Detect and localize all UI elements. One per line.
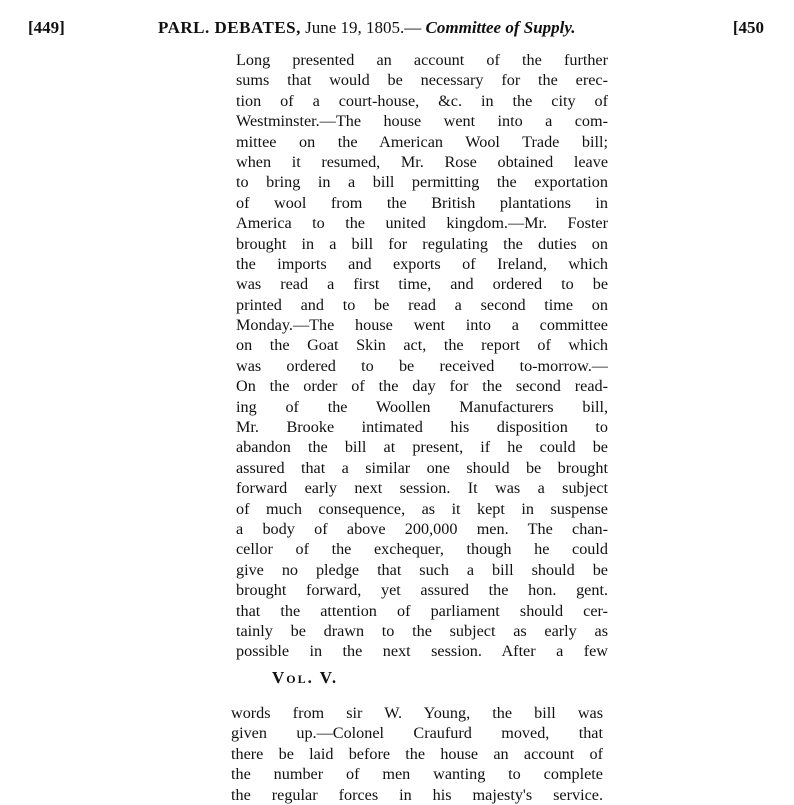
text-line: ing of the Woollen Manufacturers bill, xyxy=(236,397,608,416)
text-line: that the attention of parliament should cer- xyxy=(236,601,608,620)
text-line: brought forward, yet assured the hon. gent. xyxy=(236,581,608,600)
continued-column xyxy=(231,703,603,805)
page-number-right: [450 xyxy=(732,18,764,37)
text-line: printed and to be read a second time on xyxy=(236,295,608,314)
right-margin xyxy=(604,45,794,745)
volume-signature: Vol. V. xyxy=(272,668,339,687)
page-number-left: [449] xyxy=(28,18,65,37)
text-line: tainly be drawn to the subject as early as xyxy=(236,621,608,640)
text-line: tion of a court-house, &c. in the city of xyxy=(236,91,608,110)
text-line: sums that would be necessary for the erec- xyxy=(236,71,608,90)
text-line: possible in the next session. After a few xyxy=(236,642,608,661)
running-head-section: Committee of Supply. xyxy=(425,18,576,37)
text-line: the number of men wanting to complete xyxy=(231,765,603,784)
running-head-title: PARL. DEBATES, xyxy=(158,18,301,37)
text-line: assured that a similar one should be brought xyxy=(236,458,608,477)
text-line: there be laid before the house an account of xyxy=(231,744,603,763)
text-line: was read a first time, and ordered to be xyxy=(236,275,608,294)
text-line: of wool from the British plantations in xyxy=(236,193,608,212)
text-line: Mr. Brooke intimated his disposition to xyxy=(236,418,608,437)
text-line: was ordered to be received to-morrow.— xyxy=(236,356,608,375)
running-head xyxy=(158,18,576,38)
text-line: mittee on the American Wool Trade bill; xyxy=(236,132,608,151)
text-line: Long presented an account of the further xyxy=(236,51,608,69)
text-line: the imports and exports of Ireland, which xyxy=(236,254,608,273)
text-line: forward early next session. It was a subject xyxy=(236,479,608,498)
text-line: On the order of the day for the second read- xyxy=(236,377,608,396)
text-line: on the Goat Skin act, the report of which xyxy=(236,336,608,355)
text-line: Monday.—The house went into a committee xyxy=(236,316,608,335)
text-line: abandon the bill at present, if he could be xyxy=(236,438,608,457)
text-line: Westminster.—The house went into a com- xyxy=(236,112,608,131)
text-line: America to the united kingdom.—Mr. Foster xyxy=(236,214,608,233)
text-line: of much consequence, as it kept in suspense xyxy=(236,499,608,518)
text-line: words from sir W. Young, the bill was xyxy=(231,704,603,722)
text-line: the regular forces in his majesty's service. xyxy=(231,785,603,804)
text-line: cellor of the exchequer, though he could xyxy=(236,540,608,559)
page-header xyxy=(0,14,794,44)
running-head-date: June 19, 1805.— xyxy=(305,18,422,37)
left-margin xyxy=(0,45,236,745)
text-line: when it resumed, Mr. Rose obtained leave xyxy=(236,152,608,171)
text-line: a body of above 200,000 men. The chan- xyxy=(236,519,608,538)
text-line: to bring in a bill permitting the exportation xyxy=(236,173,608,192)
text-line: given up.—Colonel Craufurd moved, that xyxy=(231,724,603,743)
text-line: give no pledge that such a bill should be xyxy=(236,560,608,579)
text-line: brought in a bill for regulating the duties on xyxy=(236,234,608,253)
body-column xyxy=(236,50,608,662)
